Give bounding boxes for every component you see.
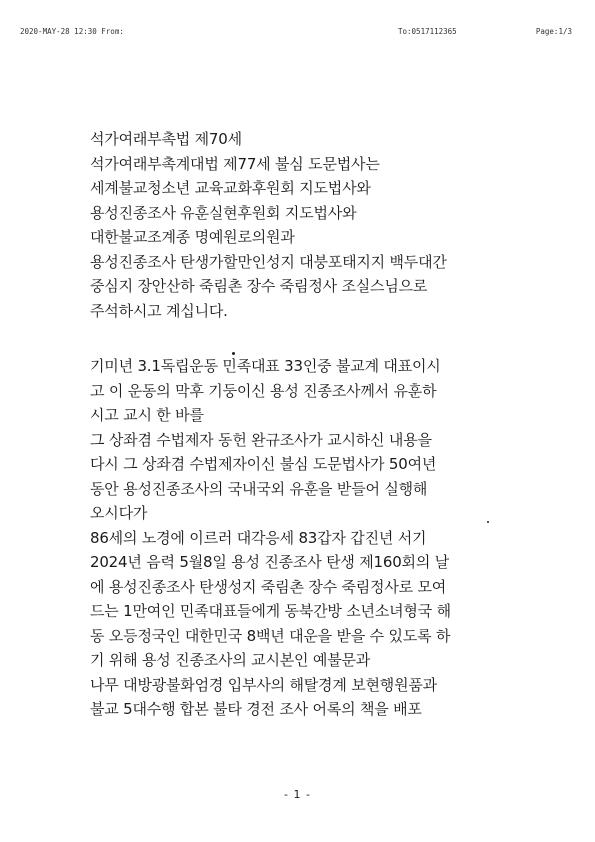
body-line: 그 상좌겸 수법제자 동헌 완규조사가 교시하신 내용을 <box>90 430 432 449</box>
body-line: 고 이 운동의 막후 기둥이신 용성 진종조사께서 유훈하 <box>90 381 437 400</box>
title-line: 석가여래부촉법 제70세 <box>90 130 242 148</box>
title-block <box>90 127 447 323</box>
scan-speck <box>232 352 235 355</box>
body-block <box>90 354 451 722</box>
body-line: 기미년 3.1독립운동 민족대표 33인중 불교계 대표이시 <box>90 357 441 375</box>
title-line: 대한불교조계종 명예원로의원과 <box>90 228 295 246</box>
body-line: 86세의 노경에 이르러 대각응세 83갑자 갑진년 서기 <box>90 528 427 547</box>
body-line: 다시 그 상좌겸 수법제자이신 불심 도문법사가 50여년 <box>90 455 437 473</box>
title-line: 용성진종조사 탄생가할만인성지 대붕포태지지 백두대간 <box>90 252 447 271</box>
body-line: 기 위해 용성 진종조사의 교시본인 예불문과 <box>90 651 371 669</box>
title-line: 중심지 장안산하 죽림촌 장수 죽림정사 조실스님으로 <box>90 277 428 295</box>
body-line: 동 오등정국인 대한민국 8백년 대운을 받을 수 있도록 하 <box>90 626 451 645</box>
body-line: 에 용성진종조사 탄생성지 죽림촌 장수 죽림정사로 모여 <box>90 577 447 596</box>
title-line: 석가여래부촉계대법 제77세 불심 도문법사는 <box>90 154 380 173</box>
page-number: - 1 - <box>284 788 311 801</box>
body-line: 2024년 음력 5월8일 용성 진종조사 탄생 제160회의 날 <box>90 553 449 571</box>
body-line: 동안 용성진종조사의 국내국외 유훈을 받들어 실행해 <box>90 479 428 498</box>
title-line: 주석하시고 계십니다. <box>90 301 228 320</box>
scan-speck <box>487 521 489 523</box>
fax-page-count: Page:1/3 <box>535 27 572 36</box>
body-line: 나무 대방광불화엄경 입부사의 해탈경계 보현행원품과 <box>90 675 437 694</box>
body-line: 드는 1만여인 민족대표들에게 동북간방 소년소녀형국 해 <box>90 602 451 620</box>
fax-timestamp: 2020-MAY-28 12:30 From: <box>20 27 124 36</box>
body-line: 시고 교시 한 바를 <box>90 406 204 424</box>
title-line: 용성진종조사 유훈실현후원회 지도법사와 <box>90 203 357 222</box>
body-line: 불교 5대수행 합본 불타 경전 조사 어록의 책을 배포 <box>90 700 422 718</box>
fax-header <box>0 27 595 39</box>
title-line: 세계불교청소년 교육교화후원회 지도법사와 <box>90 179 371 197</box>
body-line: 오시다가 <box>90 504 148 522</box>
fax-recipient: To:0517112365 <box>398 27 457 36</box>
